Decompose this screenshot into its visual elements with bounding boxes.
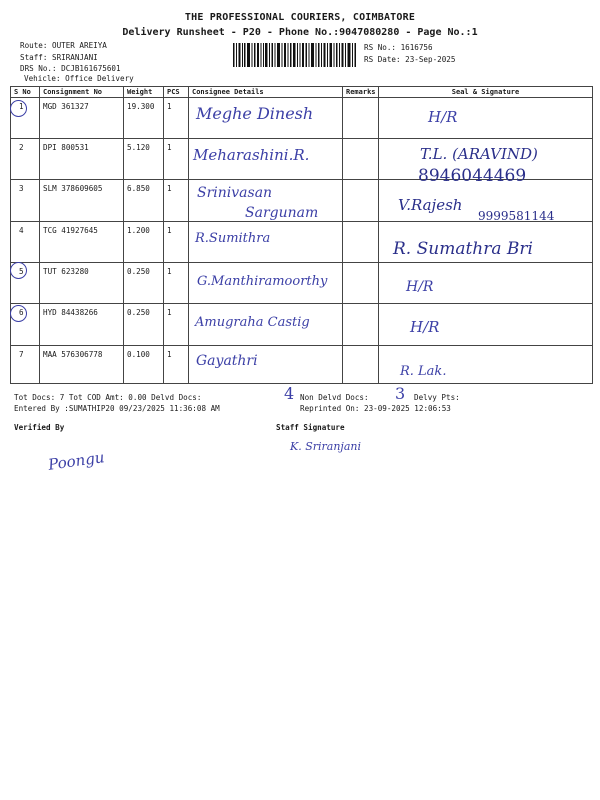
col-remarks: Remarks <box>343 87 379 98</box>
hw-consignee-6: Amugraha Castig <box>195 315 310 330</box>
rs-date: RS Date: 23-Sep-2025 <box>364 55 456 64</box>
staff-line: Staff: SRIRANJANI <box>20 53 98 62</box>
runsheet-table <box>10 86 593 384</box>
hw-non-delvd-count: 3 <box>395 384 406 403</box>
hw-seal-3: V.Rajesh <box>398 196 463 214</box>
cell-pcs: 1 <box>164 180 189 222</box>
cell-weight: 19.300 <box>124 98 164 139</box>
cell-weight: 0.250 <box>124 304 164 346</box>
route-line: Route: OUTER AREIYA <box>20 41 107 50</box>
hw-seal-1: H/R <box>428 108 458 126</box>
cell-remarks <box>343 222 379 263</box>
cell-weight: 1.200 <box>124 222 164 263</box>
cell-sno: 4 <box>11 222 40 263</box>
cell-seal <box>379 98 593 139</box>
col-pcs: PCS <box>164 87 189 98</box>
cell-remarks <box>343 263 379 304</box>
hw-seal-2: T.L. (ARAVIND) <box>420 145 538 163</box>
staff-signature-label: Staff Signature <box>276 423 345 432</box>
cell-sno: 2 <box>11 139 40 180</box>
entered-by-line: Entered By :SUMATHIP20 09/23/2025 11:36:08 AM <box>14 404 220 413</box>
col-weight: Weight <box>124 87 164 98</box>
cell-sno: 3 <box>11 180 40 222</box>
cell-weight: 6.850 <box>124 180 164 222</box>
hw-consignee-3a: Srinivasan <box>197 185 273 201</box>
delvy-pts-label: Delvy Pts: <box>414 393 460 402</box>
verified-by-label: Verified By <box>14 423 65 432</box>
hw-seal-6: H/R <box>410 318 440 336</box>
hw-seal-2-phone: 8946044469 <box>418 166 527 186</box>
cell-sno: 5 <box>11 263 40 304</box>
hw-verified-signature: Poongu <box>47 448 106 474</box>
cell-consignment: TUT 623280 <box>40 263 124 304</box>
company-title: THE PROFESSIONAL COURIERS, COIMBATORE <box>184 12 416 23</box>
cell-consignment: DPI 800531 <box>40 139 124 180</box>
table-header-row <box>11 87 593 98</box>
circle-mark-6 <box>10 305 27 322</box>
cell-consignment: MAA 576306778 <box>40 346 124 384</box>
hw-consignee-4: R.Sumithra <box>195 231 271 246</box>
cell-weight: 5.120 <box>124 139 164 180</box>
cell-pcs: 1 <box>164 98 189 139</box>
circle-mark-5 <box>10 262 27 279</box>
col-seal: Seal & Signature <box>379 87 593 98</box>
barcode-icon <box>233 43 357 67</box>
non-delvd-label: Non Delvd Docs: <box>300 393 369 402</box>
rs-number: RS No.: 1616756 <box>364 43 433 52</box>
hw-consignee-5: G.Manthiramoorthy <box>197 274 328 289</box>
col-consignment: Consignment No <box>40 87 124 98</box>
circle-mark-1 <box>10 100 27 117</box>
cell-sno: 6 <box>11 304 40 346</box>
hw-consignee-2: Meharashini.R. <box>193 146 310 164</box>
cell-consignment: TCG 41927645 <box>40 222 124 263</box>
hw-consignee-3b: Sargunam <box>245 205 319 221</box>
cell-pcs: 1 <box>164 222 189 263</box>
vehicle-line: Vehicle: Office Delivery <box>24 74 134 83</box>
hw-consignee-7: Gayathri <box>196 353 258 369</box>
cell-remarks <box>343 346 379 384</box>
cell-remarks <box>343 304 379 346</box>
cell-sno: 7 <box>11 346 40 384</box>
cell-remarks <box>343 98 379 139</box>
drs-line: DRS No.: DCJB161675601 <box>20 64 121 73</box>
cell-pcs: 1 <box>164 139 189 180</box>
totals-line: Tot Docs: 7 Tot COD Amt: 0.00 Delvd Docs: <box>14 393 202 402</box>
reprinted-line: Reprinted On: 23-09-2025 12:06:53 <box>300 404 451 413</box>
cell-weight: 0.100 <box>124 346 164 384</box>
col-consignee: Consignee Details <box>189 87 343 98</box>
cell-sno: 1 <box>11 98 40 139</box>
cell-weight: 0.250 <box>124 263 164 304</box>
col-sno: S No <box>11 87 40 98</box>
cell-pcs: 1 <box>164 263 189 304</box>
hw-seal-4: R. Sumathra Bri <box>393 239 533 259</box>
cell-consignment: HYD 84438266 <box>40 304 124 346</box>
hw-staff-signature: K. Sriranjani <box>290 440 361 453</box>
cell-pcs: 1 <box>164 304 189 346</box>
cell-consignment: SLM 378609605 <box>40 180 124 222</box>
table-row <box>11 346 593 384</box>
cell-remarks <box>343 180 379 222</box>
cell-remarks <box>343 139 379 180</box>
hw-seal-3-phone: 9999581144 <box>478 209 555 223</box>
cell-consignment: MGD 361327 <box>40 98 124 139</box>
runsheet-subtitle: Delivery Runsheet - P20 - Phone No.:9047080280 - Page No.:1 <box>122 27 478 38</box>
cell-pcs: 1 <box>164 346 189 384</box>
hw-delvd-count: 4 <box>284 384 295 403</box>
hw-seal-7: R. Lak. <box>400 364 447 379</box>
hw-consignee-1: Meghe Dinesh <box>196 104 314 123</box>
hw-seal-5: H/R <box>406 279 434 295</box>
